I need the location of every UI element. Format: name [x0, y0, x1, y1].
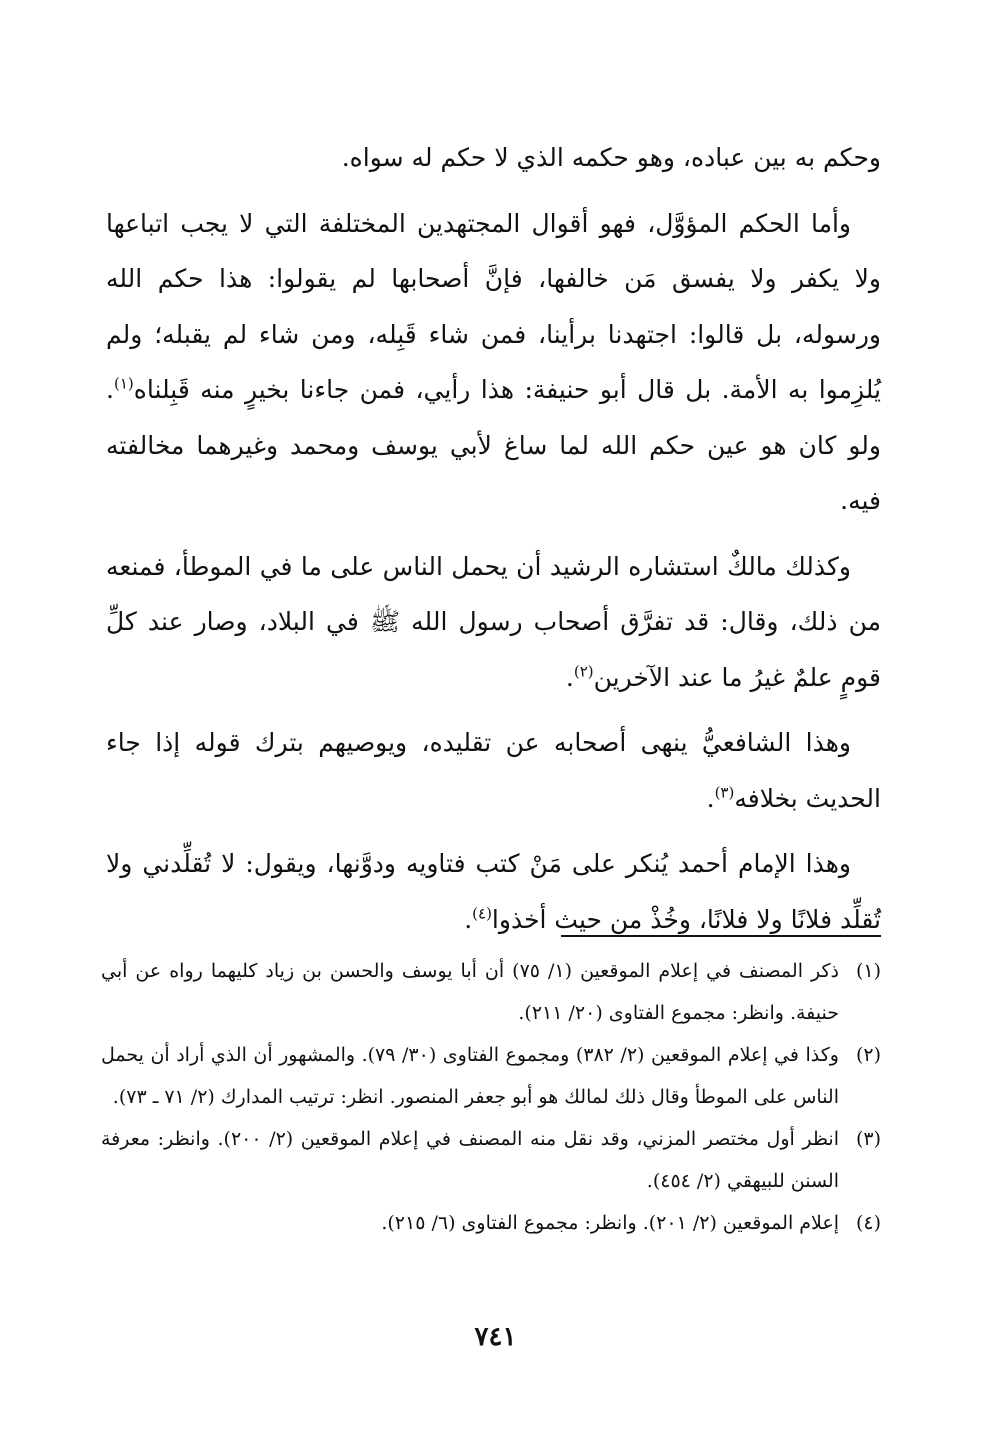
footnote-4 [101, 1202, 881, 1244]
footnote-1 [101, 950, 881, 1034]
footnote-text: ذكر المصنف في إعلام الموقعين (١/ ٧٥) أن أبا يوسف والحسن بن زياد كليهما رواه عن أبي حنيفة. وانظر: مجموع الفتاوى (٢٠/ ٢١١). [101, 960, 839, 1024]
footnote-ref-3: (٣) [714, 783, 735, 802]
paragraph-5 [106, 836, 881, 947]
paragraph-5-text: وهذا الإمام أحمد يُنكر على مَنْ كتب فتاويه ودوَّنها، ويقول: لا تُقلِّدني ولا تُقلِّد فلانًا ولا فلانًا، وخُذْ من حيث أخذوا [106, 849, 881, 934]
footnote-2 [101, 1034, 881, 1118]
main-text [106, 130, 881, 957]
paragraph-1 [106, 130, 881, 186]
paragraph-4-text: وهذا الشافعيُّ ينهى أصحابه عن تقليده، ويوصيهم بترك قوله إذا جاء الحديث بخلافه [106, 728, 881, 813]
paragraph-3-text: وكذلك مالكٌ استشاره الرشيد أن يحمل الناس على ما في الموطأ، فمنعه من ذلك، وقال: قد تفرَّق أصحاب رسول الله ﷺ في البلاد، وصار عند كلِّ قومٍ علمٌ غيرُ ما عند الآخرين [106, 551, 881, 692]
footnote-divider [561, 935, 881, 937]
footnotes [101, 950, 881, 1244]
footnote-text: إعلام الموقعين (٢/ ٢٠١). وانظر: مجموع الفتاوى (٦/ ٢١٥). [381, 1212, 839, 1234]
paragraph-5-tail: . [464, 904, 473, 934]
footnote-ref-2: (٢) [573, 662, 594, 681]
paragraph-3-tail: . [565, 662, 574, 692]
paragraph-4 [106, 715, 881, 826]
paragraph-2 [106, 196, 881, 529]
paragraph-2-text: وأما الحكم المؤوَّل، فهو أقوال المجتهدين المختلفة التي لا يجب اتباعها ولا يكفر ولا يفسق مَن خالفها، فإنَّ أصحابها لم يقولوا: هذا حكم الله ورسوله، بل قالوا: اجتهدنا برأينا، فمن شاء قَبِله، ومن شاء لم يقبله؛ ولم يُلزِموا به الأمة. بل قال أبو حنيفة: هذا رأيي، فمن جاءنا بخيرٍ منه قَبِلناه [106, 208, 881, 404]
page-number: ٧٤١ [474, 1322, 517, 1352]
footnote-3 [101, 1118, 881, 1202]
footnote-text: وكذا في إعلام الموقعين (٢/ ٣٨٢) ومجموع الفتاوى (٣٠/ ٧٩). والمشهور أن الذي أراد أن يحمل الناس على الموطأ وقال ذلك لمالك هو أبو جعفر المنصور. انظر: ترتيب المدارك (٢/ ٧١ ـ ٧٣). [101, 1044, 839, 1108]
footnote-number: (٢) [855, 1044, 881, 1066]
paragraph-4-tail: . [706, 783, 715, 813]
footnote-ref-1: (١) [113, 374, 134, 393]
footnote-number: (٣) [855, 1128, 881, 1150]
footnote-number: (٤) [855, 1212, 881, 1234]
footnote-text: انظر أول مختصر المزني، وقد نقل منه المصنف في إعلام الموقعين (٢/ ٢٠٠). وانظر: معرفة السنن للبيهقي (٢/ ٤٥٤). [101, 1128, 840, 1192]
paragraph-3 [106, 539, 881, 706]
paragraph-1-text: وحكم به بين عباده، وهو حكمه الذي لا حكم له سواه. [341, 143, 881, 172]
paragraph-2-tail: . ولو كان هو عين حكم الله لما ساغ لأبي يوسف ومحمد وغيرهما مخالفته فيه. [106, 375, 881, 515]
footnote-ref-4: (٤) [472, 904, 492, 923]
footnote-number: (١) [855, 960, 881, 982]
